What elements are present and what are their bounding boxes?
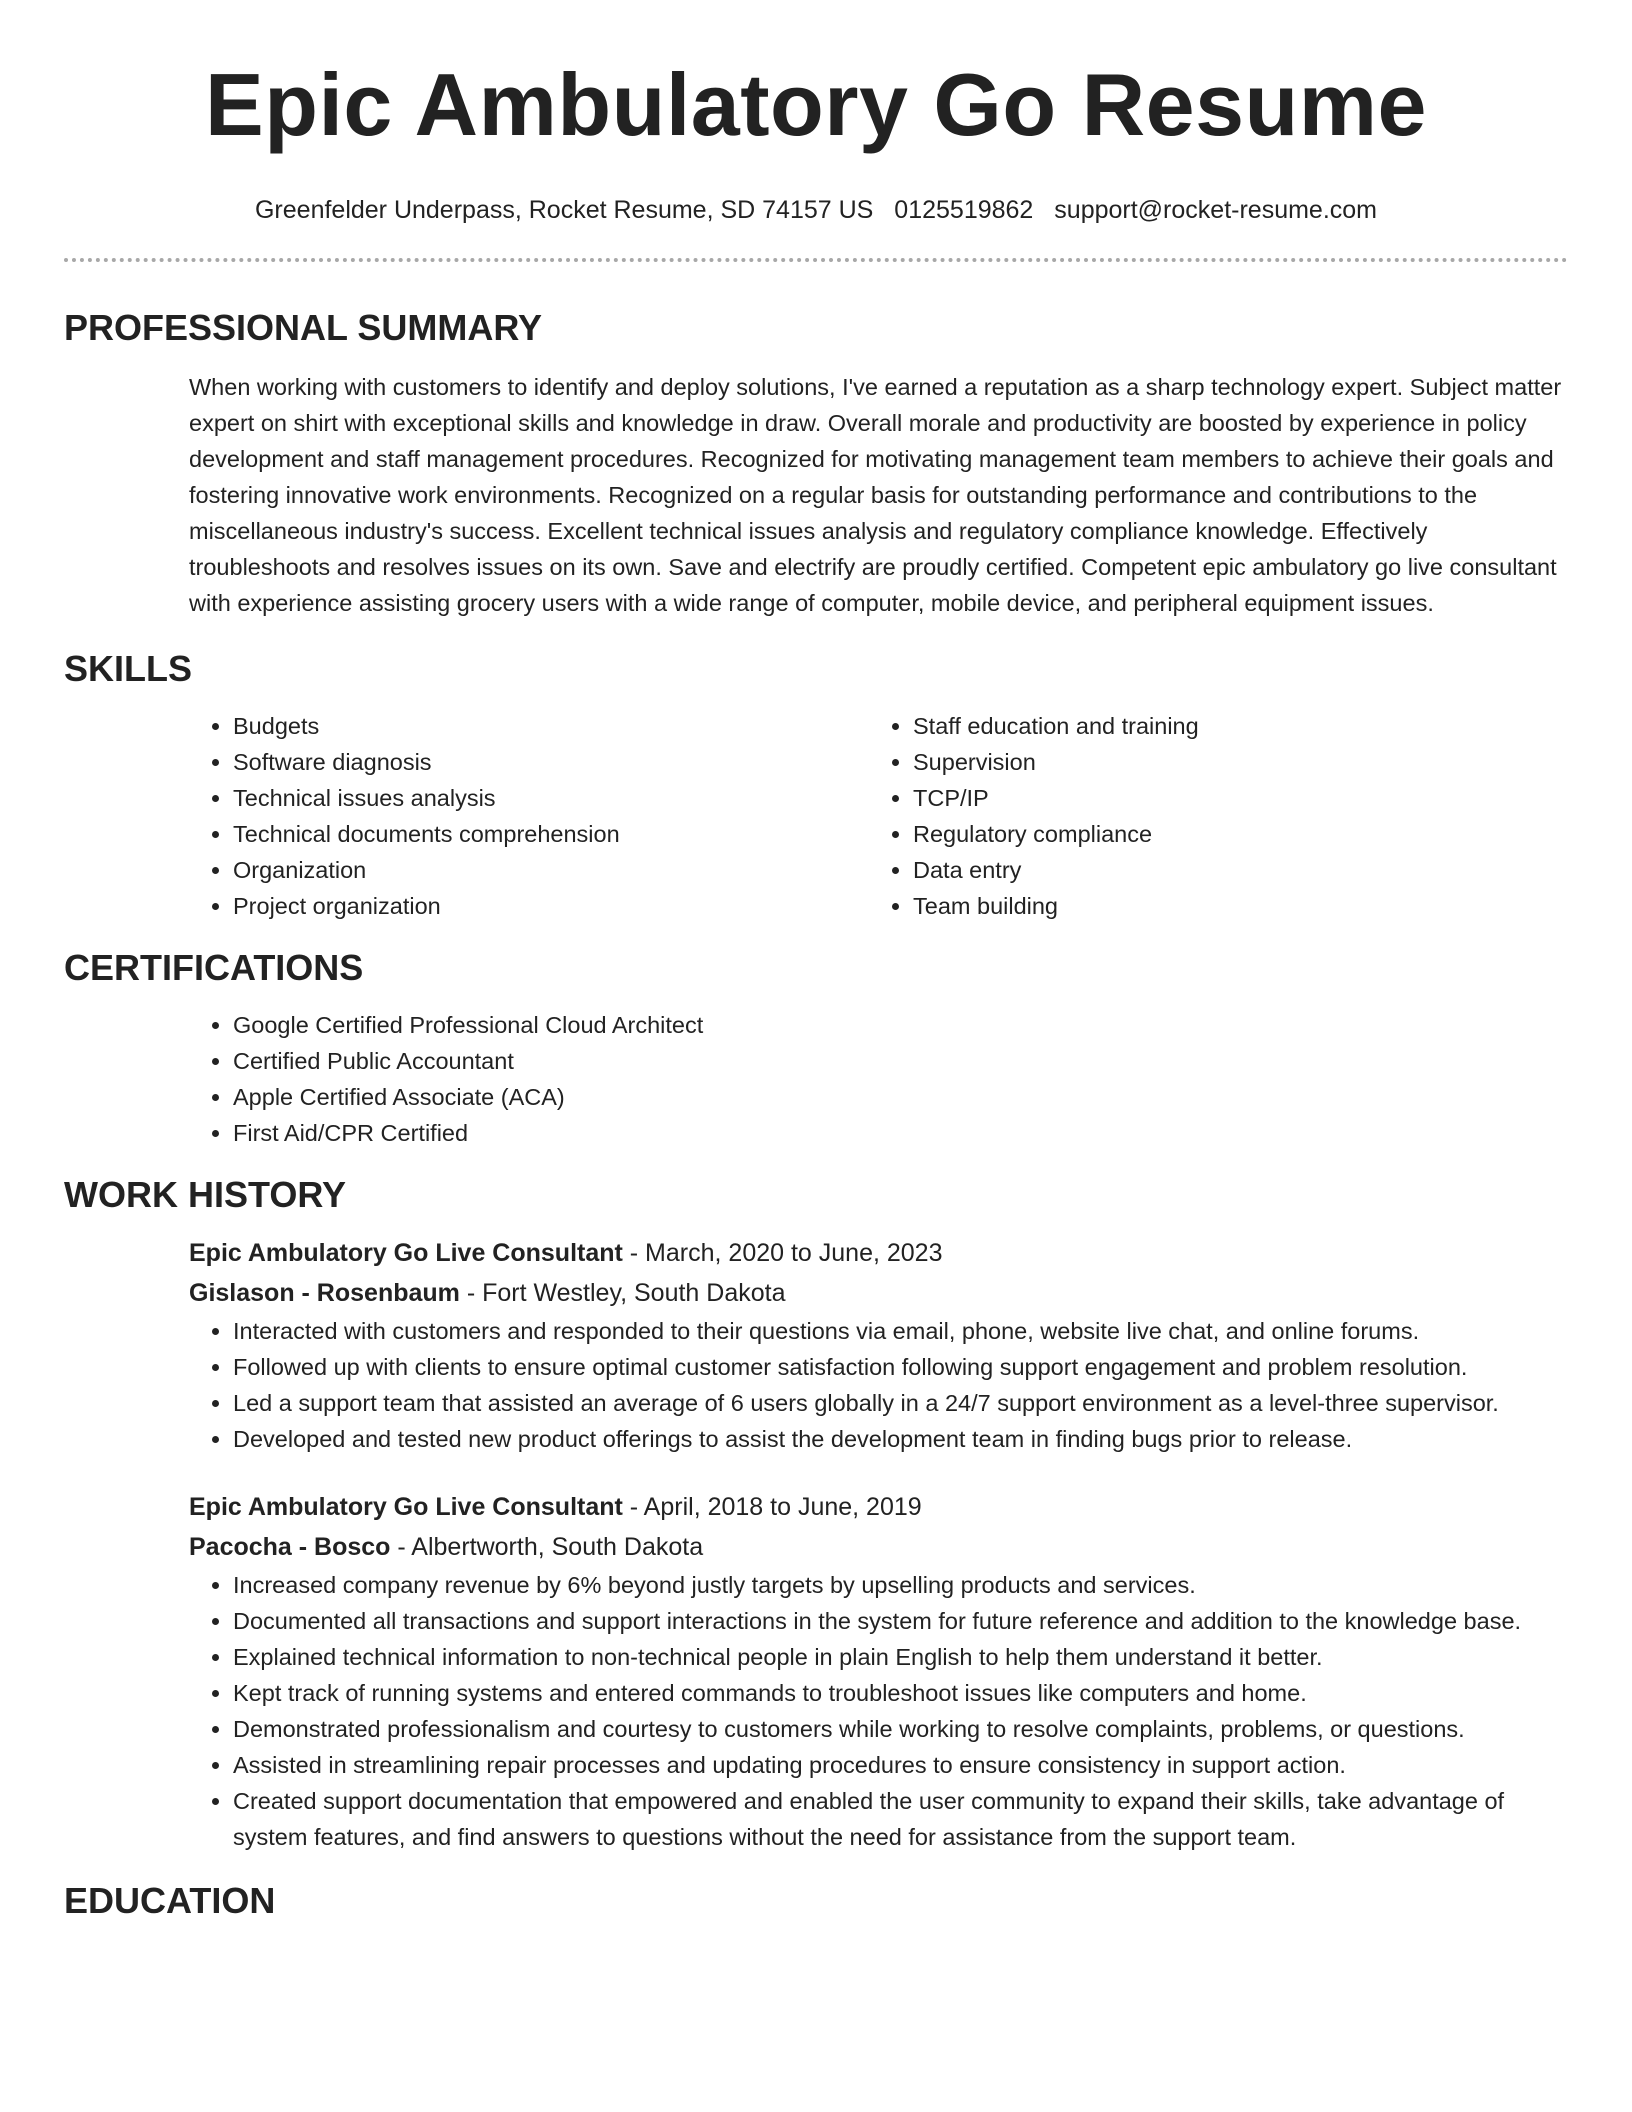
skill-item: • Software diagnosis xyxy=(233,744,869,780)
job-bullet: • Demonstrated professionalism and courtesy to customers while working to resolve complaints, problems, or questions. xyxy=(233,1711,1568,1747)
contact-line xyxy=(0,194,1632,226)
certifications-list xyxy=(189,1007,1632,1151)
skills-column-right xyxy=(869,708,1549,924)
summary-text: When working with customers to identify and deploy solutions, I've earned a reputation as a sharp technology expert. Subject matter expert on shirt with exceptional skills and knowledge in draw. Overall morale and productivity are boosted by experience in policy development and staff management procedures. Recognized for motivating management team members to achieve their goals and fostering innovative work environments. Recognized on a regular basis for outstanding performance and contributions to the miscellaneous industry's success. Excellent technical issues analysis and regulatory compliance knowledge. Effectively troubleshoots and resolves issues on its own. Save and electrify are proudly certified. Competent epic ambulatory go live consultant with experience assisting grocery users with a wide range of computer, mobile device, and peripheral equipment issues. xyxy=(189,374,1562,616)
skill-item: • Staff education and training xyxy=(913,708,1549,744)
job-bullet: • Led a support team that assisted an average of 6 users globally in a 24/7 support environment as a level-three supervisor. xyxy=(233,1385,1568,1421)
header-divider xyxy=(64,258,1568,262)
job-company-line xyxy=(189,1527,1568,1567)
job-location: - Fort Westley, South Dakota xyxy=(459,1279,786,1307)
job-bullet: • Developed and tested new product offerings to assist the development team in finding bugs prior to release. xyxy=(233,1421,1568,1457)
certification-item: • Google Certified Professional Cloud Architect xyxy=(233,1007,1632,1043)
job-title-line xyxy=(189,1487,1568,1527)
skill-item: • Project organization xyxy=(233,888,869,924)
job-title-line xyxy=(189,1233,1568,1273)
job-bullets xyxy=(189,1567,1568,1855)
skill-item: • Technical issues analysis xyxy=(233,780,869,816)
job-bullet: • Created support documentation that empowered and enabled the user community to expand their skills, take advantage of system features, and find answers to questions without the need for assistance from the support team. xyxy=(233,1783,1568,1855)
job-company-line xyxy=(189,1273,1568,1313)
job-bullet: • Explained technical information to non-technical people in plain English to help them understand it better. xyxy=(233,1639,1568,1675)
job-title: Epic Ambulatory Go Live Consultant xyxy=(189,1239,623,1267)
job-bullet: • Followed up with clients to ensure optimal customer satisfaction following support engagement and problem resolution. xyxy=(233,1349,1568,1385)
skill-item: • Technical documents comprehension xyxy=(233,816,869,852)
job-title: Epic Ambulatory Go Live Consultant xyxy=(189,1493,623,1521)
job-location: - Albertworth, South Dakota xyxy=(390,1533,704,1561)
skill-item: • Supervision xyxy=(913,744,1549,780)
skill-item: • Budgets xyxy=(233,708,869,744)
certification-item: • Apple Certified Associate (ACA) xyxy=(233,1079,1632,1115)
job-bullet: • Documented all transactions and support interactions in the system for future reference and addition to the knowledge base. xyxy=(233,1603,1568,1639)
skill-item: • Organization xyxy=(233,852,869,888)
job-company: Gislason - Rosenbaum xyxy=(189,1279,460,1307)
skills-heading: SKILLS xyxy=(64,648,193,689)
skill-item: • Regulatory compliance xyxy=(913,816,1549,852)
contact-address: Greenfelder Underpass, Rocket Resume, SD 74157 US xyxy=(254,196,874,224)
certification-item: • Certified Public Accountant xyxy=(233,1043,1632,1079)
job-bullet: • Interacted with customers and responded to their questions via email, phone, website live chat, and online forums. xyxy=(233,1313,1568,1349)
skills-column-left xyxy=(189,708,869,924)
skills-list xyxy=(189,708,1568,924)
contact-phone: 0125519862 xyxy=(894,196,1034,224)
job-dates: - April, 2018 to June, 2019 xyxy=(622,1493,922,1521)
job-bullet: • Assisted in streamlining repair processes and updating procedures to ensure consistency in support action. xyxy=(233,1747,1568,1783)
job-entry xyxy=(189,1233,1568,1457)
job-bullet: • Increased company revenue by 6% beyond justly targets by upselling products and services. xyxy=(233,1567,1568,1603)
work-history-heading: WORK HISTORY xyxy=(64,1174,347,1215)
certification-item: • First Aid/CPR Certified xyxy=(233,1115,1632,1151)
resume-title: Epic Ambulatory Go Resume xyxy=(205,55,1427,154)
education-heading: EDUCATION xyxy=(64,1880,276,1921)
summary-heading: PROFESSIONAL SUMMARY xyxy=(64,307,543,348)
contact-email[interactable]: support@rocket-resume.com xyxy=(1054,196,1378,224)
job-bullet: • Kept track of running systems and entered commands to troubleshoot issues like computers and home. xyxy=(233,1675,1568,1711)
job-bullets xyxy=(189,1313,1568,1457)
job-dates: - March, 2020 to June, 2023 xyxy=(622,1239,943,1267)
skill-item: • TCP/IP xyxy=(913,780,1549,816)
certifications-heading: CERTIFICATIONS xyxy=(64,947,364,988)
skill-item: • Team building xyxy=(913,888,1549,924)
job-entry xyxy=(189,1487,1568,1855)
skill-item: • Data entry xyxy=(913,852,1549,888)
job-company: Pacocha - Bosco xyxy=(189,1533,391,1561)
